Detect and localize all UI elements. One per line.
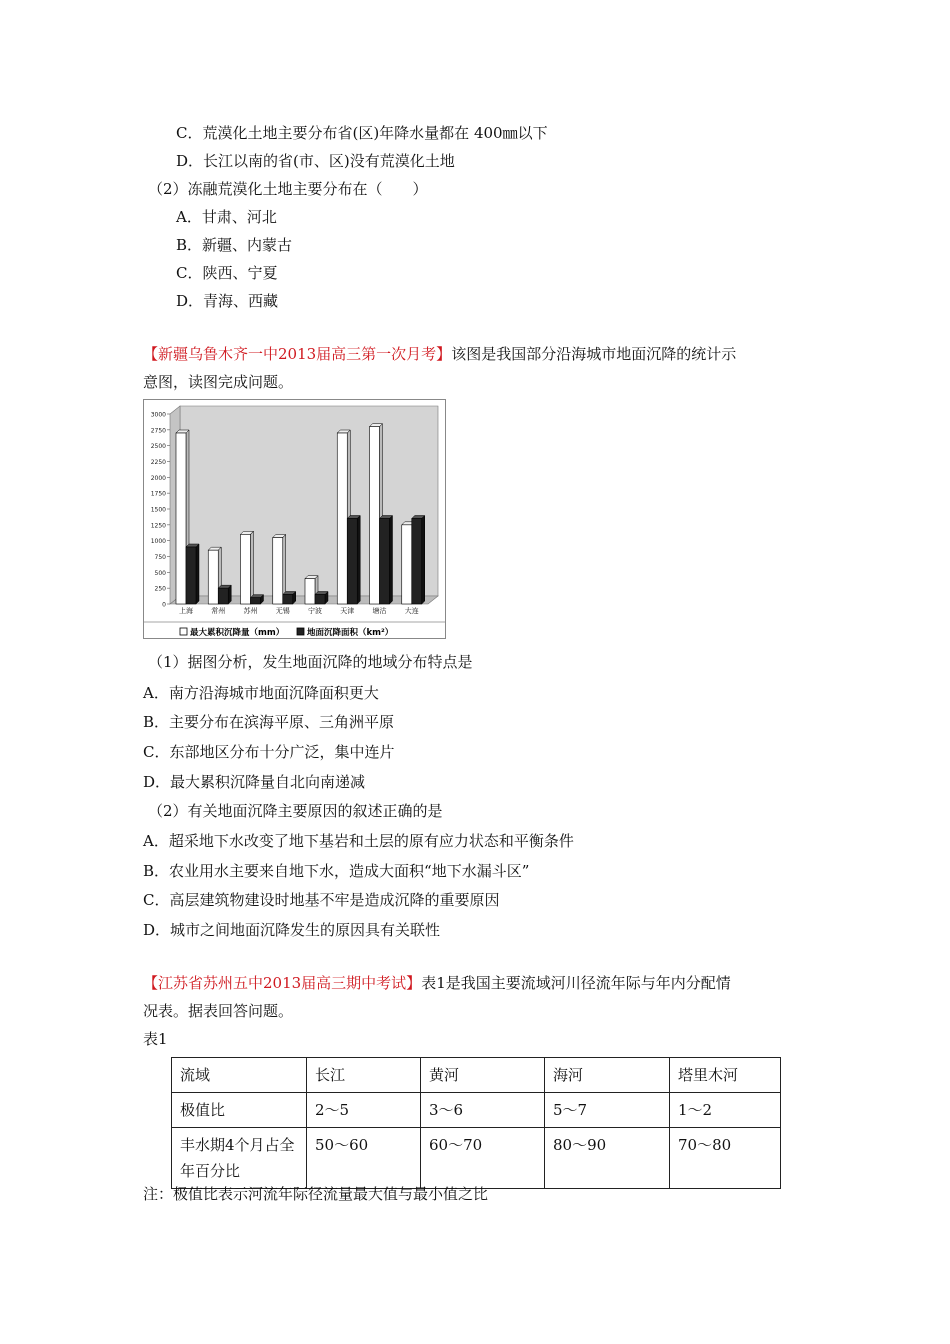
bar (370, 427, 380, 604)
bar-side (357, 516, 360, 605)
y-tick-label: 2250 (150, 459, 166, 466)
bar (208, 550, 218, 604)
y-tick-label: 2500 (150, 443, 166, 451)
bar (337, 433, 347, 604)
x-tick-label: 宁波 (308, 607, 322, 615)
chart-canvas (144, 400, 445, 638)
y-tick-label: 750 (154, 554, 166, 561)
legend-label-2: 地面沉降面积（km²） (307, 628, 394, 638)
bar-side (228, 585, 231, 604)
table-row (172, 1128, 781, 1189)
x-tick-label: 上海 (179, 607, 193, 615)
runoff-table (171, 1057, 781, 1189)
s1-q2-option-c: C．高层建筑物建设时地基不牢是造成沉降的重要原因 (143, 891, 500, 909)
table-cell: 2～5 (307, 1093, 421, 1128)
y-tick-label: 2000 (150, 474, 166, 482)
table-header-cell: 塔里木河 (670, 1058, 781, 1093)
section2-source: 【江苏省苏州五中2013届高三期中考试】 (143, 974, 422, 992)
x-tick-label: 常州 (211, 607, 226, 615)
y-axis-ticks (151, 412, 170, 609)
bar (402, 525, 412, 604)
table-cell: 3～6 (421, 1093, 545, 1128)
y-tick-label: 250 (154, 585, 166, 593)
q2-option-b: B．新疆、内蒙古 (176, 236, 293, 254)
legend-label-1: 最大累积沉降量（mm） (190, 628, 285, 638)
q2-option-d: D．青海、西藏 (176, 292, 279, 310)
table-row (172, 1093, 781, 1128)
table-cell: 70～80 (670, 1128, 781, 1189)
table-header-row (172, 1058, 781, 1093)
table-header-cell: 黄河 (421, 1058, 545, 1093)
table-note: 注：极值比表示河流年际径流量最大值与最小值之比 (143, 1185, 489, 1203)
bar (218, 588, 228, 604)
legend-swatch-1 (180, 628, 187, 635)
y-tick-label: 1750 (150, 490, 166, 498)
bar (347, 519, 357, 605)
section1-source: 【新疆乌鲁木齐一中2013届高三第一次月考】 (143, 345, 452, 363)
section2-intro-line2: 况表。据表回答问题。 (143, 1002, 294, 1020)
bar-side (251, 531, 254, 604)
x-tick-label: 大连 (404, 607, 419, 615)
bar (251, 598, 261, 604)
x-tick-label: 天津 (340, 607, 355, 615)
table-cell: 80～90 (545, 1128, 670, 1189)
s1-q2-option-a: A．超采地下水改变了地下基岩和土层的原有应力状态和平衡条件 (143, 832, 574, 850)
bar (283, 595, 293, 605)
bar (380, 519, 390, 605)
y-tick-label: 0 (162, 601, 166, 609)
table-cell: 60～70 (421, 1128, 545, 1189)
s1-q2-option-b: B．农业用水主要来自地下水，造成大面积“地下水漏斗区” (143, 862, 530, 880)
x-tick-label: 无锡 (275, 607, 290, 615)
option-d: D．长江以南的省(市、区)没有荒漠化土地 (176, 152, 455, 170)
bar (273, 538, 283, 605)
s1-q2-option-d: D．城市之间地面沉降发生的原因具有关联性 (143, 921, 441, 939)
section1-intro (143, 344, 736, 364)
question-2-stem: （2）冻融荒漠化土地主要分布在（ ） (148, 180, 428, 198)
bar (305, 579, 315, 604)
bar (412, 519, 422, 605)
table-cell: 丰水期4个月占全年百分比 (172, 1128, 307, 1189)
table-header-cell: 流域 (172, 1058, 307, 1093)
x-tick-label: 塘沽 (372, 607, 387, 615)
legend-swatch-2 (297, 628, 304, 635)
s1-question-1-stem: （1）据图分析，发生地面沉降的地域分布特点是 (148, 653, 473, 671)
s1-q1-option-b: B．主要分布在滨海平原、三角洲平原 (143, 713, 395, 731)
table-cell: 50～60 (307, 1128, 421, 1189)
x-tick-label: 苏州 (243, 607, 258, 615)
table-caption: 表1 (143, 1030, 168, 1048)
y-tick-label: 1500 (150, 506, 166, 514)
section1-intro-line1: 该图是我国部分沿海城市地面沉降的统计示 (451, 345, 737, 363)
q2-option-c: C．陕西、宁夏 (176, 264, 278, 282)
bar-side (422, 516, 425, 605)
y-tick-label: 500 (154, 569, 166, 577)
bar-side (390, 516, 393, 605)
y-tick-label: 1250 (150, 522, 166, 530)
table-cell: 极值比 (172, 1093, 307, 1128)
table-header-cell: 长江 (307, 1058, 421, 1093)
y-tick-label: 1000 (150, 538, 166, 546)
s1-q1-option-c: C．东部地区分布十分广泛，集中连片 (143, 743, 395, 761)
s1-q1-option-d: D．最大累积沉降量自北向南递减 (143, 773, 366, 791)
section2-intro-line1: 表1是我国主要流域河川径流年际与年内分配情 (421, 974, 731, 992)
section1-intro-line2: 意图，读图完成问题。 (143, 373, 294, 391)
section2-intro (143, 973, 731, 993)
y-tick-label: 2750 (150, 427, 166, 435)
table-cell: 5～7 (545, 1093, 670, 1128)
table-cell: 1～2 (670, 1093, 781, 1128)
s1-q1-option-a: A．南方沿海城市地面沉降面积更大 (143, 684, 379, 702)
q2-option-a: A．甘肃、河北 (176, 208, 277, 226)
bar (176, 433, 186, 604)
bar (315, 595, 325, 605)
bar (241, 534, 251, 604)
bar-side (196, 544, 199, 604)
subsidence-chart (143, 399, 446, 639)
option-c: C．荒漠化土地主要分布省(区)年降水量都在 400㎜以下 (176, 124, 548, 142)
bar (186, 547, 196, 604)
table-header-cell: 海河 (545, 1058, 670, 1093)
x-axis-categories (179, 606, 419, 615)
s1-question-2-stem: （2）有关地面沉降主要原因的叙述正确的是 (148, 802, 443, 820)
y-tick-label: 3000 (150, 411, 166, 419)
